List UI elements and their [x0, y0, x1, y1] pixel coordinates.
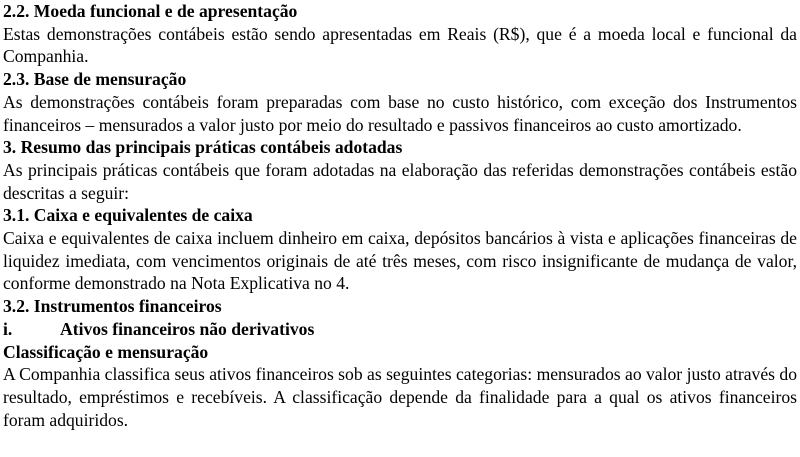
- section-3-2-heading: 3.2. Instrumentos financeiros: [3, 296, 222, 317]
- section-3-1-paragraph: Caixa e equivalentes de caixa incluem dinheiro em caixa, depósitos bancários à vista e aplicações financeiras de liquidez imediata, com vencimentos originais de até três meses, com risco insignificante de mudança de valor, conforme demonstrado na Nota Explicativa no 4.: [3, 228, 797, 294]
- sub-item-i-number: i.: [3, 318, 13, 339]
- section-3-1-heading: 3.1. Caixa e equivalentes de caixa: [3, 205, 253, 226]
- section-3-paragraph: As principais práticas contábeis que foram adotadas na elaboração das referidas demonstrações contábeis estão descritas a seguir:: [3, 159, 797, 203]
- section-2-2-paragraph: Estas demonstrações contábeis estão sendo apresentadas em Reais (R$), que é a moeda local e funcional da Companhia.: [3, 23, 797, 67]
- section-2-3-paragraph: As demonstrações contábeis foram preparadas com base no custo histórico, com exceção dos Instrumentos financeiros – mensurados a valor justo por meio do resultado e passivos financeiros ao custo amortizado.: [3, 91, 797, 135]
- sub-item-i-title: Ativos financeiros não derivativos: [60, 318, 315, 339]
- section-2-2-heading: 2.2. Moeda funcional e de apresentação: [3, 1, 298, 21]
- section-3-heading: 3. Resumo das principais práticas contábeis adotadas: [3, 137, 403, 158]
- classification-heading: Classificação e mensuração: [3, 341, 209, 362]
- sub-item-i: [3, 318, 797, 341]
- classification-paragraph: A Companhia classifica seus ativos financeiros sob as seguintes categorias: mensurados ao valor justo através do resultado, empréstimos e recebíveis. A classificação depende da finalidade para a qual os ativos financeiros foram adquiridos.: [3, 364, 797, 430]
- section-2-3-heading: 2.3. Base de mensuração: [3, 69, 187, 90]
